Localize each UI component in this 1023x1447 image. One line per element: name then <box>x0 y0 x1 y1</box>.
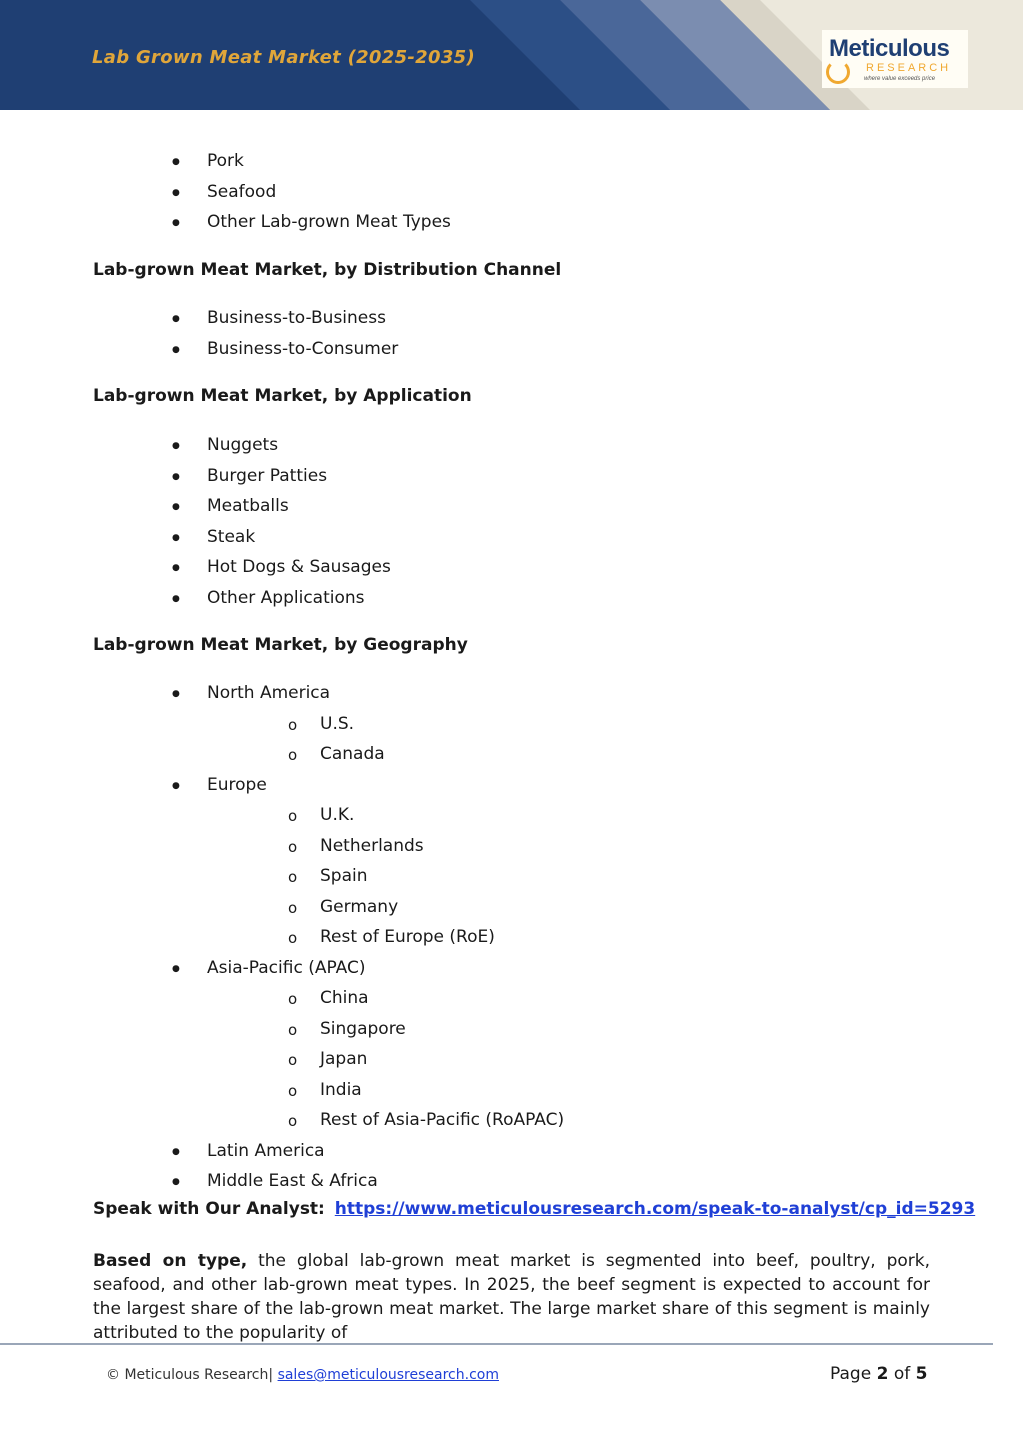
bullet-icon: ● <box>172 314 180 324</box>
list-item: Business-to-Consumer <box>207 338 399 359</box>
sub-bullet-icon: o <box>288 837 298 856</box>
list-item: Pork <box>207 151 244 171</box>
bullet-icon: ● <box>172 218 180 228</box>
list-item: Business-to-Business <box>207 308 386 328</box>
sub-list-item: Canada <box>320 744 385 764</box>
sub-list-item: Rest of Europe (RoE) <box>320 927 495 947</box>
bullet-icon: ● <box>172 1146 180 1157</box>
copyright-text: © Meticulous Research| <box>106 1367 274 1383</box>
bullet-icon: ● <box>172 563 180 573</box>
analyst-link[interactable]: https://www.meticulousresearch.com/speak-to-analyst/cp_id=5293 <box>334 1199 976 1219</box>
list-item: Other Lab-grown Meat Types <box>207 212 451 232</box>
bullet-icon: ● <box>172 502 180 512</box>
sub-list-item: Netherlands <box>320 835 424 856</box>
logo-tagline: where value exceeds price <box>864 76 936 82</box>
paragraph-lead: Based on type, <box>93 1251 248 1271</box>
logo-subtitle: RESEARCH <box>866 62 952 74</box>
section-heading-distribution: Lab-grown Meat Market, by Distribution Channel <box>93 260 562 280</box>
footer-copyright <box>106 1367 499 1383</box>
list-item: Latin America <box>207 1140 325 1161</box>
report-title: Lab Grown Meat Market (2025-2035) <box>92 47 475 68</box>
sub-bullet-icon: o <box>288 898 298 917</box>
bullet-icon: ● <box>172 532 180 543</box>
sub-bullet-icon: o <box>288 1112 298 1130</box>
company-logo <box>822 30 968 88</box>
sub-bullet-icon: o <box>288 746 298 764</box>
paragraph-text: the global lab-grown meat market is segmented into beef, poultry, pork, seafood, and other lab-grown meat types. In 2025, the beef segment is expected to account for the largest share of the lab-grown meat market. The large market share of this segment is mainly attributed to the popularity of <box>93 1251 930 1343</box>
sub-list-item: Spain <box>320 866 368 886</box>
list-item: Middle East & Africa <box>207 1171 378 1191</box>
list-item: Europe <box>207 774 267 795</box>
sub-bullet-icon: o <box>288 929 298 947</box>
sub-bullet-icon: o <box>288 868 298 886</box>
sub-bullet-icon: o <box>288 1020 298 1039</box>
footer-divider <box>0 1343 993 1345</box>
bullet-icon: ● <box>172 344 180 355</box>
type-paragraph <box>93 1249 930 1345</box>
list-item: Burger Patties <box>207 465 328 486</box>
section-heading-application: Lab-grown Meat Market, by Application <box>93 386 472 406</box>
sub-list-item: U.K. <box>320 805 355 825</box>
footer-email-link[interactable]: sales@meticulousresearch.com <box>277 1367 499 1383</box>
bullet-icon: ● <box>172 187 180 198</box>
analyst-label: Speak with Our Analyst: <box>93 1199 325 1219</box>
sub-list-item: U.S. <box>320 713 355 734</box>
page-header <box>0 0 1023 110</box>
sub-bullet-icon: o <box>288 1051 298 1069</box>
list-item: North America <box>207 683 331 703</box>
list-item: Meatballs <box>207 496 289 516</box>
list-item: Nuggets <box>207 435 279 455</box>
bullet-icon: ● <box>172 1177 180 1187</box>
sub-bullet-icon: o <box>288 715 298 734</box>
bullet-icon: ● <box>172 780 180 791</box>
list-item: Steak <box>207 526 256 547</box>
sub-list-item: Japan <box>320 1049 368 1069</box>
sub-bullet-icon: o <box>288 1081 298 1100</box>
list-item: Hot Dogs & Sausages <box>207 557 391 577</box>
bullet-icon: ● <box>172 471 180 482</box>
bullet-icon: ● <box>172 689 180 699</box>
section-heading-geography: Lab-grown Meat Market, by Geography <box>93 635 468 655</box>
sub-bullet-icon: o <box>288 807 298 825</box>
bullet-icon: ● <box>172 963 180 974</box>
page-number: Page 2 of 5 <box>830 1364 928 1384</box>
sub-list-item: Rest of Asia-Pacific (RoAPAC) <box>320 1110 565 1130</box>
sub-list-item: Singapore <box>320 1018 406 1039</box>
logo-ring-icon <box>826 60 850 84</box>
list-item: Other Applications <box>207 587 365 608</box>
bullet-icon: ● <box>172 441 180 451</box>
speak-with-analyst <box>93 1199 975 1219</box>
bullet-icon: ● <box>172 593 180 604</box>
list-item: Asia-Pacific (APAC) <box>207 957 366 978</box>
logo-name: Meticulous <box>829 35 950 62</box>
sub-list-item: India <box>320 1079 362 1100</box>
sub-list-item: Germany <box>320 896 399 917</box>
list-item: Seafood <box>207 181 277 202</box>
sub-bullet-icon: o <box>288 990 298 1008</box>
bullet-icon: ● <box>172 157 180 167</box>
sub-list-item: China <box>320 988 369 1008</box>
